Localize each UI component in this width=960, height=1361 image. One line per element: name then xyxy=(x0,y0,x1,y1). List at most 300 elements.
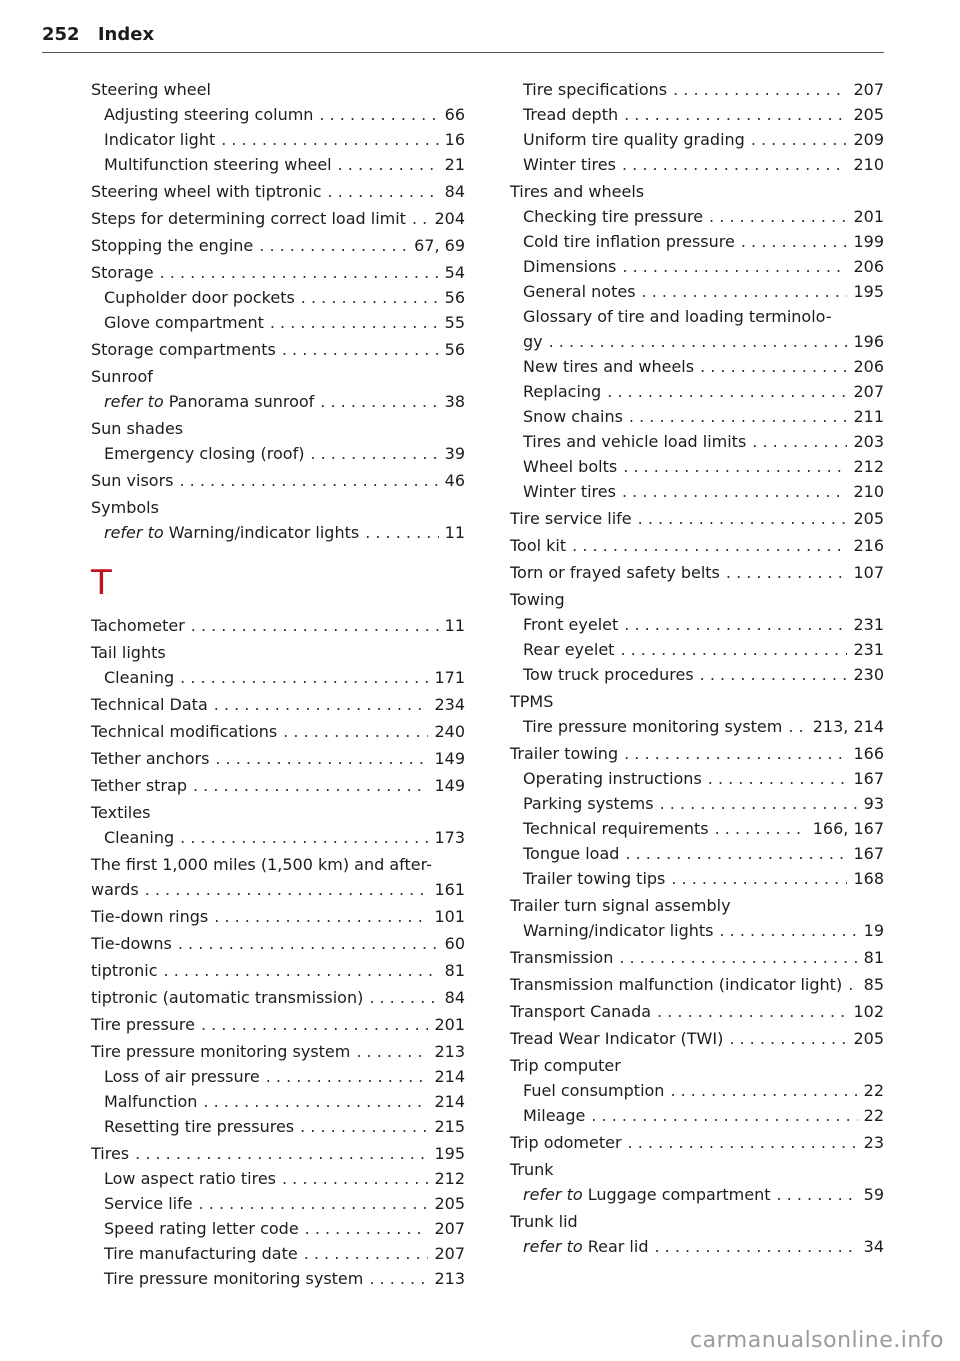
index-entry xyxy=(91,152,465,177)
index-entry xyxy=(510,893,884,918)
index-entry xyxy=(91,1089,465,1114)
entry-text xyxy=(523,204,703,229)
index-entry xyxy=(510,1182,884,1207)
entry-page: 207 xyxy=(853,382,884,401)
index-entry xyxy=(510,102,884,127)
entry-page: 213, 214 xyxy=(812,717,884,736)
entry-page: 195 xyxy=(434,1144,465,1163)
entry-term: Tire pressure monitoring system xyxy=(91,1042,351,1061)
entry-term: Trailer towing xyxy=(510,744,619,763)
entry-page: 93 xyxy=(863,794,884,813)
entry-text xyxy=(104,1241,298,1266)
dot-leader xyxy=(700,662,848,687)
entry-text xyxy=(91,985,363,1010)
entry-page: 19 xyxy=(863,921,884,940)
index-entry xyxy=(510,479,884,504)
entry-term: Torn or frayed safety belts xyxy=(510,563,720,582)
index-entry xyxy=(91,310,465,335)
entry-text xyxy=(510,972,842,997)
entry-page: 214 xyxy=(434,1067,465,1086)
entry-page: 205 xyxy=(853,1029,884,1048)
entry-text xyxy=(91,206,406,231)
dot-leader xyxy=(591,1103,857,1128)
dot-leader xyxy=(741,229,848,254)
entry-text xyxy=(510,1130,622,1155)
entry-page: 209 xyxy=(853,130,884,149)
dot-leader xyxy=(729,1026,847,1051)
index-entry xyxy=(91,1266,465,1291)
dot-leader xyxy=(657,999,847,1024)
entry-term: Front eyelet xyxy=(523,615,619,634)
index-entry xyxy=(91,692,465,717)
entry-term: Winter tires xyxy=(523,482,616,501)
entry-page: 205 xyxy=(434,1194,465,1213)
index-entry xyxy=(91,233,465,258)
entry-term: Panorama sunroof xyxy=(168,392,315,411)
entry-text xyxy=(104,1166,276,1191)
entry-text xyxy=(91,260,154,285)
index-entry xyxy=(91,877,465,902)
entry-page: 195 xyxy=(853,282,884,301)
entry-term: Sunroof xyxy=(91,367,153,386)
entry-page: 56 xyxy=(444,340,465,359)
entry-term: Tire pressure monitoring system xyxy=(104,1269,364,1288)
entry-term: Checking tire pressure xyxy=(523,207,704,226)
dot-leader xyxy=(328,179,439,204)
index-entry xyxy=(510,404,884,429)
entry-term: Tread Wear Indicator (TWI) xyxy=(510,1029,724,1048)
index-entry xyxy=(510,152,884,177)
dot-leader xyxy=(221,127,438,152)
dot-leader xyxy=(356,1039,428,1064)
index-entry xyxy=(91,640,465,665)
entry-text xyxy=(510,945,613,970)
entry-text xyxy=(91,877,139,902)
entry-text xyxy=(510,689,553,714)
index-entry xyxy=(510,204,884,229)
index-entry xyxy=(91,468,465,493)
index-entry xyxy=(91,1141,465,1166)
entry-term: tiptronic xyxy=(91,961,158,980)
index-entry xyxy=(91,904,465,929)
entry-text xyxy=(523,662,694,687)
entry-text xyxy=(523,279,636,304)
entry-page: 39 xyxy=(444,444,465,463)
dot-leader xyxy=(622,152,847,177)
dot-leader xyxy=(622,254,847,279)
entry-page: 59 xyxy=(863,1185,884,1204)
entry-term: Transport Canada xyxy=(510,1002,652,1021)
entry-page: 231 xyxy=(853,640,884,659)
entry-term: Trunk lid xyxy=(510,1212,578,1231)
entry-term: Steering wheel xyxy=(91,80,211,99)
entry-term: Cleaning xyxy=(104,828,175,847)
index-entry xyxy=(510,254,884,279)
dot-leader xyxy=(629,404,848,429)
index-entry xyxy=(91,958,465,983)
index-entry xyxy=(91,495,465,520)
index-entry xyxy=(510,587,884,612)
entry-text xyxy=(91,77,211,102)
entry-term: Fuel consumption xyxy=(523,1081,665,1100)
index-entry xyxy=(91,206,465,231)
index-entry xyxy=(91,985,465,1010)
index-entry xyxy=(91,1039,465,1064)
dot-leader xyxy=(628,1130,858,1155)
index-entry xyxy=(510,1130,884,1155)
entry-term: Adjusting steering column xyxy=(104,105,314,124)
entry-text xyxy=(104,310,264,335)
entry-page: 201 xyxy=(853,207,884,226)
entry-page: 54 xyxy=(444,263,465,282)
entry-term: Rear lid xyxy=(587,1237,649,1256)
dot-leader xyxy=(191,613,439,638)
entry-term: Tail lights xyxy=(91,643,166,662)
entry-page: 207 xyxy=(853,80,884,99)
index-entry xyxy=(510,279,884,304)
index-entry xyxy=(510,612,884,637)
index-entry xyxy=(510,866,884,891)
dot-leader xyxy=(715,816,807,841)
entry-text xyxy=(91,719,277,744)
index-entry xyxy=(91,719,465,744)
entry-text xyxy=(523,766,702,791)
dot-leader xyxy=(301,285,439,310)
index-entry xyxy=(510,791,884,816)
entry-term: Dimensions xyxy=(523,257,617,276)
section-letter: T xyxy=(91,563,112,603)
entry-term: Textiles xyxy=(91,803,151,822)
index-entry xyxy=(91,746,465,771)
dot-leader xyxy=(135,1141,428,1166)
entry-page: 210 xyxy=(853,482,884,501)
dot-leader xyxy=(305,1216,429,1241)
entry-text xyxy=(104,1064,260,1089)
entry-term: Trunk xyxy=(510,1160,554,1179)
entry-text xyxy=(523,254,616,279)
entry-term: Cold tire inflation pressure xyxy=(523,232,735,251)
index-entry xyxy=(510,999,884,1024)
entry-page: 167 xyxy=(853,769,884,788)
entry-text xyxy=(91,1039,350,1064)
index-entry xyxy=(510,841,884,866)
entry-page: 149 xyxy=(434,749,465,768)
entry-term: Tire specifications xyxy=(523,80,668,99)
entry-text xyxy=(91,468,173,493)
entry-text xyxy=(523,379,601,404)
dot-leader xyxy=(179,468,438,493)
dot-leader xyxy=(848,972,857,997)
entry-term: Sun shades xyxy=(91,419,184,438)
entry-reference: refer to xyxy=(104,523,164,542)
entry-text xyxy=(104,1114,294,1139)
entry-text xyxy=(523,816,709,841)
index-entry xyxy=(91,1114,465,1139)
dot-leader xyxy=(719,918,857,943)
entry-term: Sun visors xyxy=(91,471,174,490)
dot-leader xyxy=(624,102,847,127)
dot-leader xyxy=(624,741,847,766)
entry-text xyxy=(510,1209,578,1234)
entry-text xyxy=(510,533,566,558)
entry-page: 213 xyxy=(434,1042,465,1061)
entry-term: Multifunction steering wheel xyxy=(104,155,332,174)
index-column-right xyxy=(510,77,884,1259)
dot-leader xyxy=(654,1234,857,1259)
entry-term: New tires and wheels xyxy=(523,357,695,376)
entry-term: The first 1,000 miles (1,500 km) and after- xyxy=(91,855,432,874)
entry-text xyxy=(91,958,158,983)
dot-leader xyxy=(319,102,438,127)
entry-term: Tether strap xyxy=(91,776,187,795)
dot-leader xyxy=(214,904,428,929)
index-entry xyxy=(510,304,884,329)
entry-term: Tire manufacturing date xyxy=(104,1244,298,1263)
entry-term: Glove compartment xyxy=(104,313,264,332)
dot-leader xyxy=(752,429,847,454)
entry-term: Winter tires xyxy=(523,155,616,174)
entry-text xyxy=(523,612,618,637)
entry-text xyxy=(523,429,746,454)
index-entry xyxy=(510,972,884,997)
entry-page: 84 xyxy=(444,988,465,1007)
index-entry xyxy=(510,714,884,739)
dot-leader xyxy=(320,389,438,414)
entry-text xyxy=(91,495,159,520)
entry-page: 167 xyxy=(853,844,884,863)
index-entries-t xyxy=(91,613,465,1291)
dot-leader xyxy=(201,1012,428,1037)
index-entry xyxy=(510,354,884,379)
entry-text xyxy=(523,404,623,429)
entry-text xyxy=(510,1053,621,1078)
dot-leader xyxy=(369,1266,428,1291)
index-entry xyxy=(510,506,884,531)
entry-text xyxy=(91,233,253,258)
entry-text xyxy=(104,441,304,466)
index-entry xyxy=(510,918,884,943)
entry-term: Storage xyxy=(91,263,154,282)
dot-leader xyxy=(671,866,847,891)
entry-text xyxy=(523,1234,648,1259)
entry-page: 230 xyxy=(853,665,884,684)
entry-term: Loss of air pressure xyxy=(104,1067,260,1086)
entry-page: 22 xyxy=(863,1081,884,1100)
entry-page: 173 xyxy=(434,828,465,847)
entry-page: 205 xyxy=(853,105,884,124)
dot-leader xyxy=(180,825,428,850)
index-entry xyxy=(91,773,465,798)
dot-leader xyxy=(164,958,439,983)
entry-term: Operating instructions xyxy=(523,769,702,788)
dot-leader xyxy=(624,612,847,637)
entry-text xyxy=(104,152,332,177)
index-entry xyxy=(510,741,884,766)
entry-page: 107 xyxy=(853,563,884,582)
index-entry xyxy=(510,77,884,102)
entry-text xyxy=(91,746,209,771)
index-entry xyxy=(510,766,884,791)
entry-term: Tool kit xyxy=(510,536,567,555)
dot-leader xyxy=(145,877,429,902)
entry-page: 205 xyxy=(853,509,884,528)
entry-term: wards xyxy=(91,880,139,899)
dot-leader xyxy=(623,454,847,479)
entry-text xyxy=(91,337,276,362)
index-entry xyxy=(91,1191,465,1216)
entry-term: Cleaning xyxy=(104,668,175,687)
dot-leader xyxy=(622,479,847,504)
index-entry xyxy=(510,1078,884,1103)
dot-leader xyxy=(338,152,439,177)
entry-term: Snow chains xyxy=(523,407,623,426)
entry-term: Trip computer xyxy=(510,1056,621,1075)
index-entry xyxy=(510,945,884,970)
entry-page: 102 xyxy=(853,1002,884,1021)
dot-leader xyxy=(642,279,848,304)
entry-page: 161 xyxy=(434,880,465,899)
entry-page: 168 xyxy=(853,869,884,888)
index-entry xyxy=(510,454,884,479)
entry-text xyxy=(104,1089,197,1114)
entry-page: 11 xyxy=(444,616,465,635)
entry-page: 81 xyxy=(444,961,465,980)
dot-leader xyxy=(178,931,439,956)
dot-leader xyxy=(365,520,438,545)
entry-page: 11 xyxy=(444,523,465,542)
entry-term: Warning/indicator lights xyxy=(523,921,714,940)
entry-term: Speed rating letter code xyxy=(104,1219,299,1238)
entry-text xyxy=(510,1026,723,1051)
entry-page: 210 xyxy=(853,155,884,174)
entry-term: Trailer towing tips xyxy=(523,869,666,888)
entry-text xyxy=(91,1012,195,1037)
entry-term: Trip odometer xyxy=(510,1133,622,1152)
dot-leader xyxy=(709,204,847,229)
dot-leader xyxy=(708,766,848,791)
index-entry xyxy=(91,1216,465,1241)
dot-leader xyxy=(266,1064,429,1089)
entry-page: 67, 69 xyxy=(414,236,465,255)
index-entry xyxy=(91,77,465,102)
index-entry xyxy=(510,662,884,687)
page-number: 252 xyxy=(42,24,80,45)
entry-page: 207 xyxy=(434,1244,465,1263)
entry-term: Tachometer xyxy=(91,616,185,635)
entry-page: 213 xyxy=(434,1269,465,1288)
entry-term: Stopping the engine xyxy=(91,236,254,255)
entry-text xyxy=(91,416,183,441)
dot-leader xyxy=(199,1191,429,1216)
entry-term: Tire pressure xyxy=(91,1015,195,1034)
entry-term: Parking systems xyxy=(523,794,654,813)
entry-page: 66 xyxy=(444,105,465,124)
entry-text xyxy=(523,918,713,943)
entry-page: 101 xyxy=(434,907,465,926)
dot-leader xyxy=(660,791,858,816)
entry-term: Tires and vehicle load limits xyxy=(523,432,747,451)
entry-page: 206 xyxy=(853,257,884,276)
index-entry xyxy=(91,1012,465,1037)
entry-term: Low aspect ratio tires xyxy=(104,1169,276,1188)
index-entry xyxy=(510,533,884,558)
entry-text xyxy=(104,1266,363,1291)
dot-leader xyxy=(369,985,438,1010)
dot-leader xyxy=(777,1182,858,1207)
index-entry xyxy=(510,637,884,662)
entry-page: 55 xyxy=(444,313,465,332)
index-entry xyxy=(510,816,884,841)
entry-page: 211 xyxy=(853,407,884,426)
index-entry xyxy=(91,416,465,441)
entry-term: Emergency closing (roof) xyxy=(104,444,305,463)
entry-page: 231 xyxy=(853,615,884,634)
index-entry xyxy=(91,364,465,389)
index-entries-s xyxy=(91,77,465,545)
dot-leader xyxy=(619,945,857,970)
entry-term: Malfunction xyxy=(104,1092,198,1111)
entry-page: 34 xyxy=(863,1237,884,1256)
entry-term: Steps for determining correct load limit xyxy=(91,209,406,228)
entry-term: Service life xyxy=(104,1194,193,1213)
entry-page: 212 xyxy=(853,457,884,476)
index-entry xyxy=(91,800,465,825)
entry-page: 199 xyxy=(853,232,884,251)
entry-text xyxy=(510,741,618,766)
entry-page: 60 xyxy=(444,934,465,953)
entry-page: 81 xyxy=(863,948,884,967)
dot-leader xyxy=(670,1078,857,1103)
dot-leader xyxy=(300,1114,428,1139)
entry-term: Tie-downs xyxy=(91,934,172,953)
entry-term: Mileage xyxy=(523,1106,586,1125)
dot-leader xyxy=(625,841,847,866)
entry-text xyxy=(523,329,543,354)
entry-text xyxy=(91,613,185,638)
entry-page: 214 xyxy=(434,1092,465,1111)
index-entry xyxy=(510,1103,884,1128)
entry-page: 240 xyxy=(434,722,465,741)
watermark: carmanualsonline.info xyxy=(690,1328,944,1353)
entry-text xyxy=(91,364,153,389)
entry-term: Resetting tire pressures xyxy=(104,1117,295,1136)
entry-text xyxy=(523,841,619,866)
entry-page: 56 xyxy=(444,288,465,307)
entry-text xyxy=(104,102,313,127)
index-entry xyxy=(91,127,465,152)
entry-page: 216 xyxy=(853,536,884,555)
entry-text xyxy=(523,1103,585,1128)
entry-term: Rear eyelet xyxy=(523,640,615,659)
index-entry xyxy=(91,931,465,956)
entry-text xyxy=(523,152,616,177)
dot-leader xyxy=(310,441,438,466)
dot-leader xyxy=(607,379,847,404)
entry-page: 203 xyxy=(853,432,884,451)
dot-leader xyxy=(282,337,439,362)
dot-leader xyxy=(214,692,429,717)
dot-leader xyxy=(203,1089,428,1114)
entry-text xyxy=(104,825,174,850)
index-entry xyxy=(91,260,465,285)
index-entry xyxy=(510,329,884,354)
entry-term: Towing xyxy=(510,590,565,609)
index-entry xyxy=(91,441,465,466)
entry-page: 16 xyxy=(444,130,465,149)
entry-text xyxy=(523,637,614,662)
dot-leader xyxy=(270,310,439,335)
entry-term: Tires and wheels xyxy=(510,182,645,201)
